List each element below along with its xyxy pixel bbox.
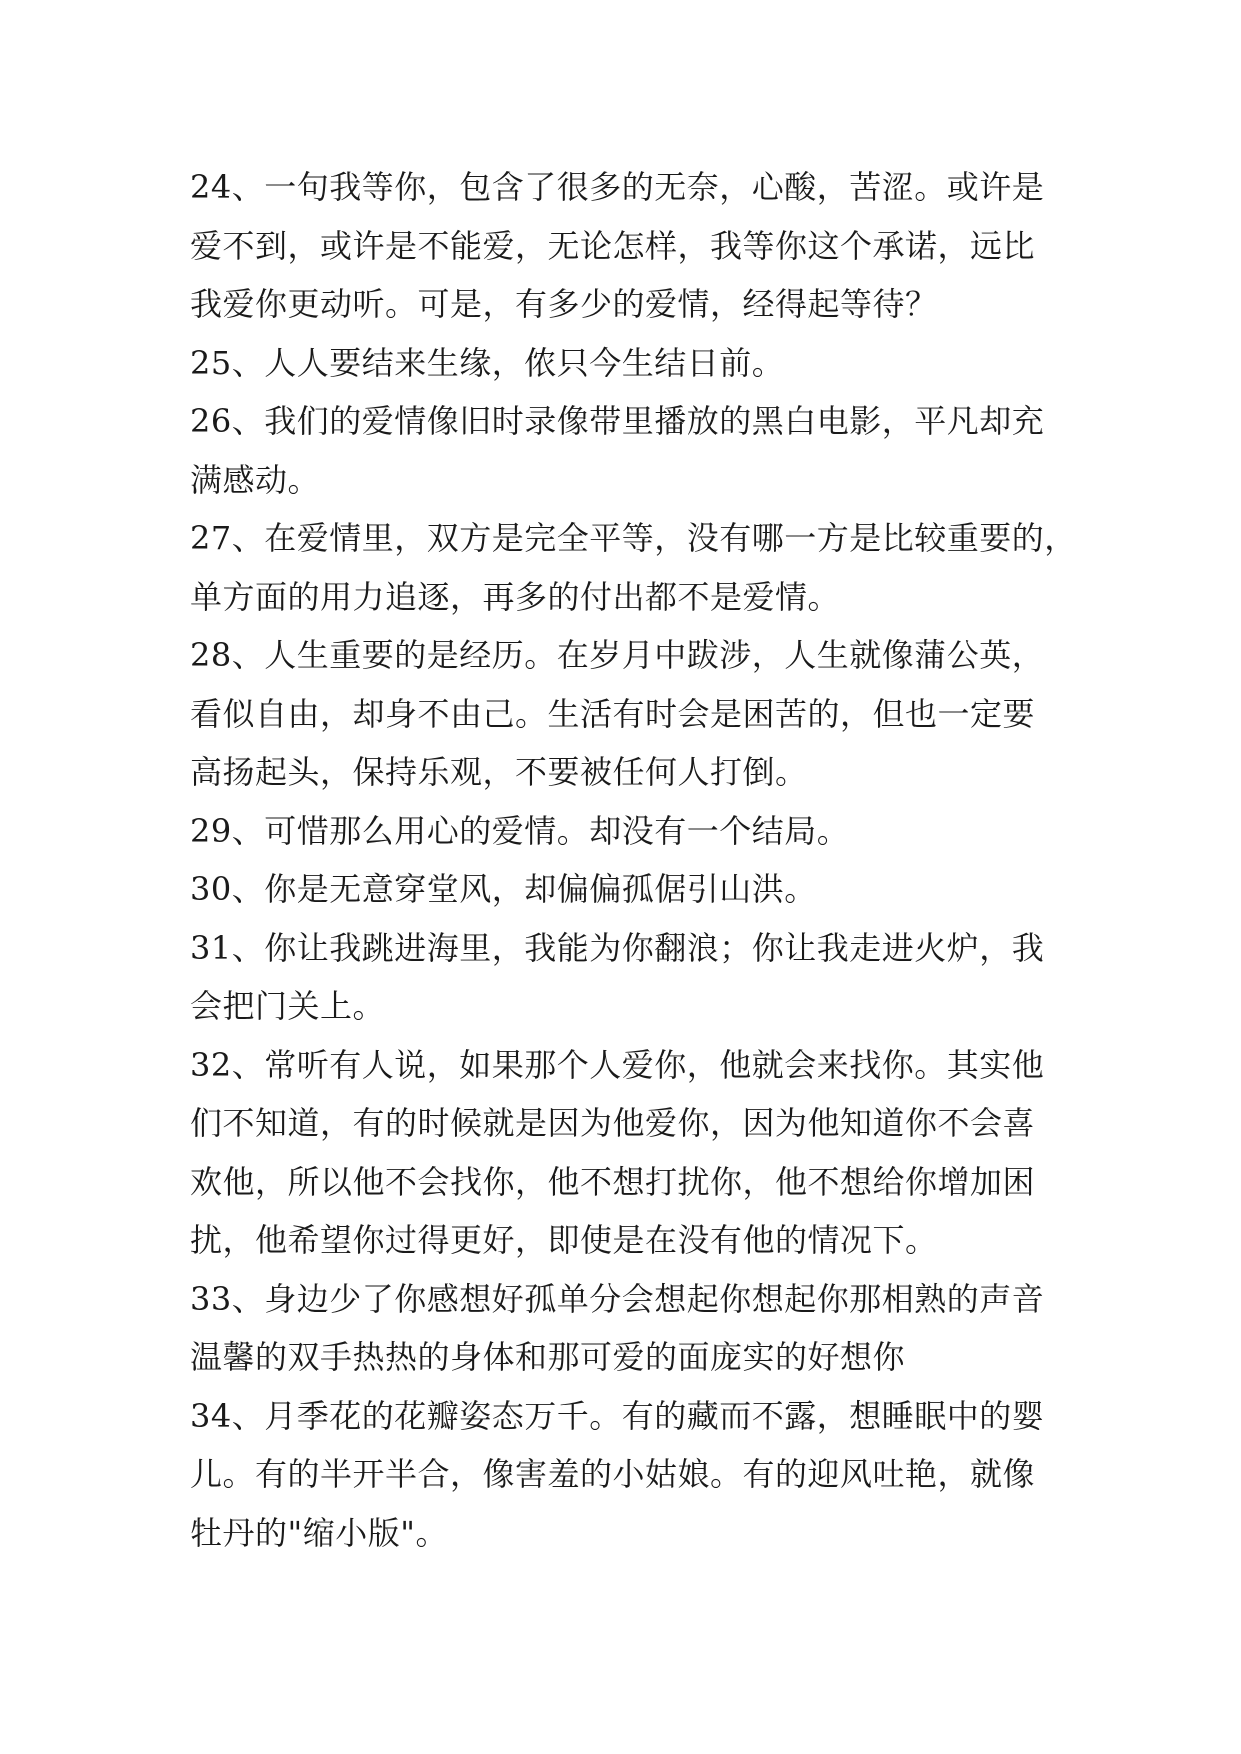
- text-line-34c: 牡丹的"缩小版"。: [190, 1513, 448, 1552]
- text-line-28c: 高扬起头，保持乐观，不要被任何人打倒。: [190, 753, 808, 791]
- text-line-32d: 扰，他希望你过得更好，即使是在没有他的情况下。: [190, 1221, 938, 1259]
- text-line-32a: 32、常听有人说，如果那个人爱你，他就会来找你。其实他: [190, 1045, 1045, 1084]
- text-line-31a: 31、你让我跳进海里，我能为你翻浪；你让我走进火炉，我: [190, 928, 1045, 967]
- text-line-26a: 26、我们的爱情像旧时录像带里播放的黑白电影，平凡却充: [190, 402, 1045, 440]
- text-line-34b: 儿。有的半开半合，像害羞的小姑娘。有的迎风吐艳，就像: [190, 1455, 1036, 1493]
- text-line-27b: 单方面的用力追逐，再多的付出都不是爱情。: [190, 577, 841, 616]
- text-line-28b: 看似自由，却身不由己。生活有时会是困苦的，但也一定要: [190, 694, 1036, 733]
- text-line-33a: 33、身边少了你感想好孤单分会想起你想起你那相熟的声音: [190, 1279, 1045, 1318]
- text-line-24a: 24、一句我等你，包含了很多的无奈，心酸，苦涩。或许是: [190, 168, 1045, 206]
- text-line-28a: 28、人生重要的是经历。在岁月中跋涉，人生就像蒲公英，: [190, 636, 1045, 674]
- text-line-24c: 我爱你更动听。可是，有多少的爱情，经得起等待？: [190, 285, 938, 323]
- text-line-33b: 温馨的双手热热的身体和那可爱的面庞实的好想你: [190, 1338, 906, 1376]
- text-line-30: 30、你是无意穿堂风，却偏偏孤倨引山洪。: [190, 870, 817, 908]
- document-body: [190, 158, 1077, 1562]
- text-line-31b: 会把门关上。: [190, 987, 386, 1025]
- text-line-32c: 欢他，所以他不会找你，他不想打扰你，他不想给你增加困: [190, 1162, 1036, 1201]
- text-line-27a: 27、在爱情里，双方是完全平等，没有哪一方是比较重要的，: [190, 519, 1077, 557]
- text-line-34a: 34、月季花的花瓣姿态万千。有的藏而不露，想睡眠中的婴: [190, 1396, 1045, 1435]
- text-line-24b: 爱不到，或许是不能爱，无论怎样，我等你这个承诺，远比: [190, 226, 1036, 265]
- text-line-29: 29、可惜那么用心的爱情。却没有一个结局。: [190, 811, 850, 850]
- text-line-26b: 满感动。: [190, 460, 321, 499]
- text-line-25: 25、人人要结来生缘，侬只今生结日前。: [190, 343, 785, 382]
- text-line-32b: 们不知道，有的时候就是因为他爱你，因为他知道你不会喜: [190, 1104, 1036, 1142]
